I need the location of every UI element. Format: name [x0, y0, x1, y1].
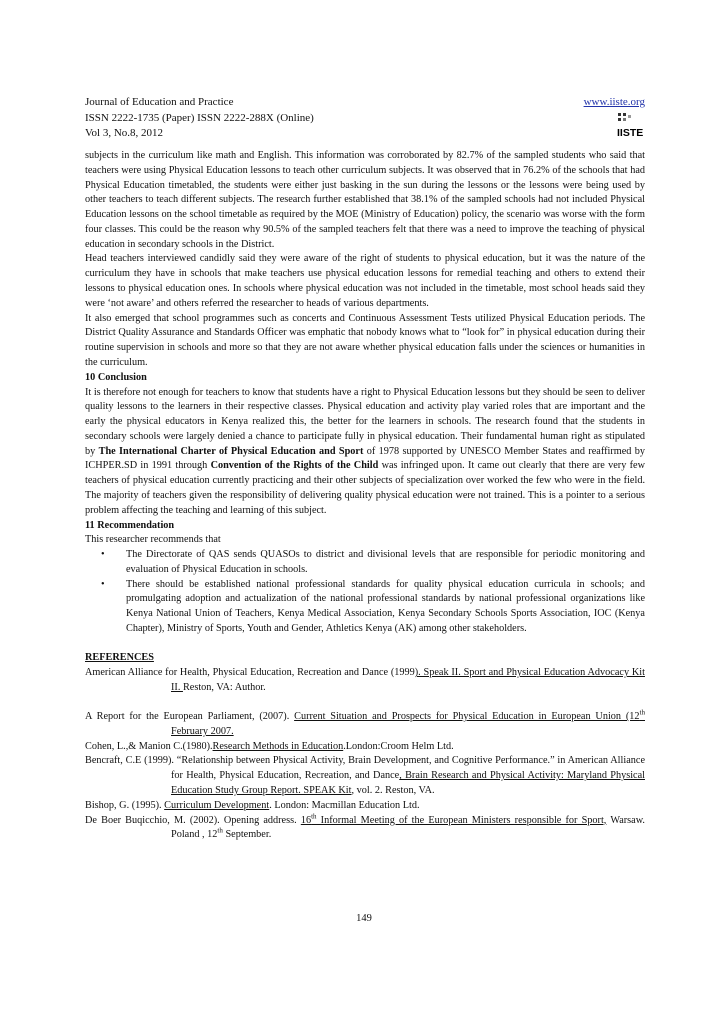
charter-title: The International Charter of Physical Education and Sport: [98, 445, 364, 457]
reference-item: Cohen, L.,& Manion C.(1980).Research Methods in Education.London:Croom Helm Ltd.: [85, 740, 454, 752]
reference-item: De Boer Buqicchio, M. (2002). Opening address. 16th Informal Meeting of the European Ministers responsible for Sport, Warsaw. Poland , 12th September.: [85, 812, 645, 841]
reference-item: Bencraft, C.E (1999). “Relationship between Physical Activity, Brain Development, and Cognitive Performance.” in American Alliance for Health, Physical Education, Recreation, and Dance, Brain Research and Physical Activity: Maryland Physical Education Study Group Report. SPEAK Kit, vol. 2. Reston, VA.: [85, 755, 645, 797]
paragraph-2: Head teachers interviewed candidly said they were aware of the right of students to physical education, but it was the nature of the curriculum they have in schools that make teachers use physical education lessons for remedial teaching and others to extend their lessons to physical education ones. In schools where physical education was not included in the timetable, most school heads said they were ‘not aware’ and others referred the researcher to heads of various departments.: [85, 253, 645, 309]
journal-url-link[interactable]: www.iiste.org: [583, 96, 645, 108]
article-body: [85, 149, 645, 843]
bullet-icon: •: [101, 549, 105, 561]
issn-line: ISSN 2222-1735 (Paper) ISSN 2222-288X (Online): [85, 111, 314, 124]
recommendation-intro: This researcher recommends that: [85, 534, 221, 546]
paragraph-1: subjects in the curriculum like math and English. This information was corroborated by 82.7% of the sampled students who said that teachers were using Physical Education lessons to teach other curriculum subjects. It was observed that in 76.2% of the schools that had Physical Education timetabled, the students were either just basking in the sun during the lessons or the lessons were being used by other teachers to teach different subjects. The research further established that 38.1% of the sampled schools had not included Physical Education lessons on the school timetable as required by the MOE (Ministry of Education) policy, the scenario was worse with the form four classes. This could be the reason why 90.5% of the sampled teachers felt that there was a need to improve the teaching of physical education in secondary schools in the District.: [85, 150, 645, 250]
volume-line: Vol 3, No.8, 2012: [85, 127, 164, 139]
conclusion-heading: 10 Conclusion: [85, 371, 147, 383]
recommendation-list: [85, 548, 645, 637]
reference-item: A Report for the European Parliament, (2007). Current Situation and Prospects for Physical Education in European Union (12th February 2007.: [85, 708, 645, 737]
logo-text: IISTE: [617, 127, 644, 138]
paragraph-3: It also emerged that school programmes such as concerts and Continuous Assessment Tests utilized Physical Education periods. The District Quality Assurance and Standards Officer was emphatic that nobody knows what to “look for” in physical education during their routine supervision in schools and more so that they are not aware whether physical education falls under the sciences or humanities in the curriculum.: [85, 312, 645, 368]
reference-item: Bishop, G. (1995). Curriculum Development. London: Macmillan Education Ltd.: [85, 799, 420, 811]
recommendation-heading: 11 Recommendation: [85, 519, 175, 531]
list-item: • There should be established national professional standards for quality physical education curricula in schools; and promulgating adoption and actualization of the national professional standards by national professional organizations like Kenya National Union of Teachers, Kenya Medical Association, Kenya Secondary Schools Sports Association, IOC (Kenya Chapter), Ministry of Sports, Youth and Gender, Athletics Kenya (AK) among other stakeholders.: [101, 578, 645, 634]
journal-header: [85, 95, 645, 142]
iiste-logo-icon: [617, 112, 645, 138]
journal-title: Journal of Education and Practice: [85, 96, 234, 108]
convention-title: Convention of the Rights of the Child: [210, 460, 379, 472]
page-number: 149: [356, 913, 372, 924]
list-item: • The Directorate of QAS sends QUASOs to district and divisional levels that are responsible for periodic monitoring and evaluation of Physical Education in schools.: [101, 549, 645, 575]
bullet-icon: •: [101, 578, 105, 590]
references-heading: REFERENCES: [85, 652, 154, 664]
conclusion-paragraph: It is therefore not enough for teachers to know that students have a right to Physical Education lessons but they should be seen to deliver quality lessons to the learners in their respective classes. Physical education and activity play varied roles that are important and the early the physical educators in Kenya realized this, the better for the learners in schools. The research found that the students in secondary schools were largely denied a chance to participate fully in physical education. Their fundamental human right as stipulated by The International Charter of Physical Education and Sport of 1978 supported by UNESCO Member States and reaffirmed by ICHPER.SD in 1991 through Convention of the Rights of the Child was infringed upon. It came out clearly that there are very few teachers of physical education currently practicing and their other subjects of specialization over worked the few who were in the field. The majority of teachers given the responsibility of delivering quality physical education were not trained. This is a pointer to a serious problem affecting the teaching and learning of this subject.: [85, 386, 645, 516]
reference-item: American Alliance for Health, Physical Education, Recreation and Dance (1999). Speak II. Sport and Physical Education Advocacy Kit II. Reston, VA: Author.: [85, 667, 645, 693]
